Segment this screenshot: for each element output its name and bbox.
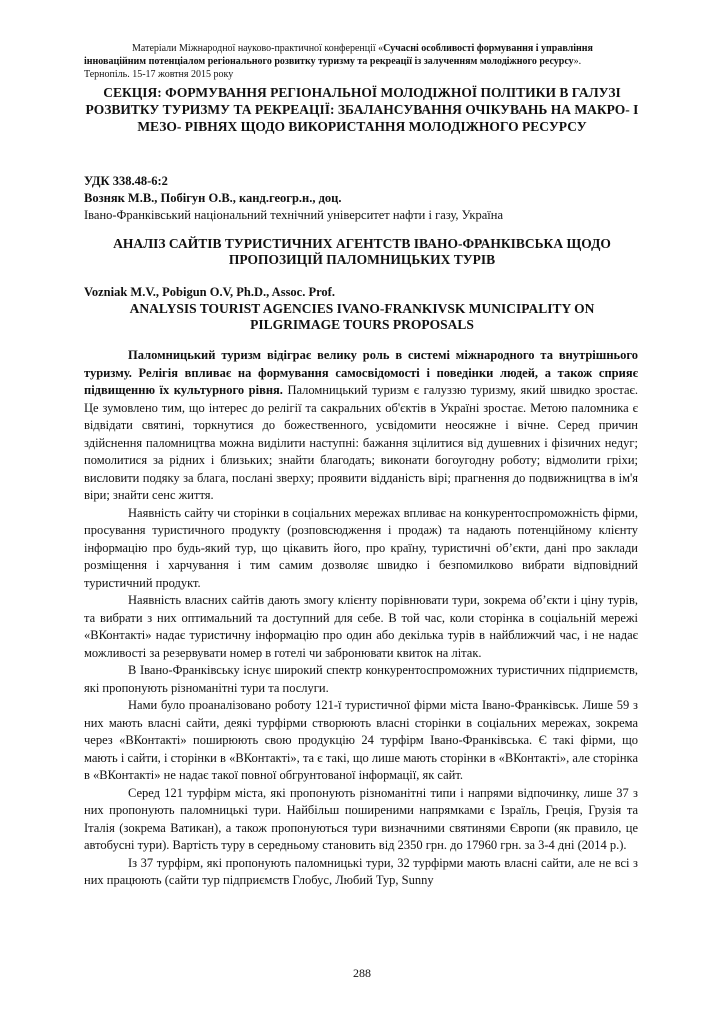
paragraph-2: Наявність сайту чи сторінки в соціальних мережах впливає на конкурентоспроможність фірми, просування туристичного продукту (розповсюдження і продаж) та надають потенційному клієнту інформацію про будь-який тур, що цікавить його, про країну, туристичні об’єкти, дані про заклади розміщення і харчування і тим самим дозволяє швидко і безпомилково вибрати відповідний туристичний продукт. [84, 505, 638, 590]
paragraph-1: Паломницький туризм відіграє велику роль в системі міжнародного та внутрішнього туризму. Релігія впливає на формування самосвідомості і поведінки людей, а також сприяє підвищенню їх культурного рівня. Паломницький туризм є галуззю туризму, який швидко зростає. Це зумовлено тим, що інтерес до релігії та сакральних об'єктів в Україні зростає. Метою паломника є відвідати святині, торкнутися до божественного, усвідомити неосяжне і вічне. Серед причин здійснення паломництва можна виділити наступні: бажання зцілитися від душевних і фізичних недуг; помолитися за рідних і близьких; знайти благодать; виконати богоугодну роботу; відмолити гріхи; висловити подяку за блага, послані зверху; проявити відданість вірі; прагнення до подвижництва в ім'я віри; знайти сенс життя. [84, 348, 638, 502]
authors: Возняк М.В., Побігун О.В., канд.геогр.н., доц. [84, 191, 342, 205]
conference-header [84, 42, 640, 81]
body-text [84, 347, 638, 890]
abstract-lead: Паломницький туризм відіграє велику роль в системі міжнародного та внутрішнього туризму. Релігія впливає на формування самосвідомості і поведінки людей, а також сприяє підвищенню їх культурного рівня. [84, 348, 638, 397]
paragraph-6: Серед 121 турфірм міста, які пропонують різноманітні типи і напрями відпочинку, лише 37 з них пропонують паломницькі тури. Найбільш поширеними напрямками є Ізраїль, Греція, Грузія та Італія (зокрема Ватикан), а також пропонуються тури визначними святинями Європи (як правило, це автобусні тури). Вартість туру в середньому становить від 2350 грн. до 17960 грн. за 3-4 дні (2014 р.). [84, 785, 638, 852]
conference-title-cont: інноваційним потенціалом регіонального розвитку туризму та рекреації із залученням молодіжного ресурсу [84, 56, 574, 67]
paragraph-5: Нами було проаналізовано роботу 121-ї туристичної фірми міста Івано-Франківськ. Лише 59 з них мають власні сайти, деякі турфірми створюють власні сторінки в соціальних мережах, зокрема через «ВКонтакті» поширюють свою продукцію 24 турфірм Івано-Франківська. Є такі фірми, що мають і сайти, і сторінки в «ВКонтакті», та є такі, що лише мають сторінки в «ВКонтакті», але сторінка в «ВКонтакті» не надає такої повної обгрунтованої інформації, як сайт. [84, 698, 638, 782]
udk-code: УДК 338.48-6:2 [84, 174, 168, 188]
affiliation: Івано-Франківський національний технічний університет нафти і газу, Україна [84, 208, 504, 222]
conference-title: Сучасні особливості формування і управління [383, 43, 593, 54]
header-line-2: інноваційним потенціалом регіонального розвитку туризму та рекреації із залученням молодіжного ресурсу». [84, 56, 582, 67]
authors-en: Vozniak M.V., Pobigun O.V, Ph.D., Assoc. Prof. [84, 285, 335, 299]
page-number: 288 [353, 966, 371, 980]
paragraph-7: Із 37 турфірм, які пропонують паломницькі тури, 32 турфірми мають власні сайти, але не всі з них працюють (сайти тур підприємств Глобус, Любий Тур, Sunny [84, 855, 638, 887]
paragraph-4: В Івано-Франківську існує широкий спектр конкурентоспроможних туристичних підприємств, які пропонують різноманітні тури та послуги. [84, 663, 638, 695]
section-title: СЕКЦІЯ: ФОРМУВАННЯ РЕГІОНАЛЬНОЇ МОЛОДІЖНОЇ ПОЛІТИКИ В ГАЛУЗІ РОЗВИТКУ ТУРИЗМУ ТА РЕКРЕАЦІЇ: ЗБАЛАНСУВАННЯ ОЧІКУВАНЬ НА МАКРО- І МЕЗО- РІВНЯХ ЩОДО ВИКОРИСТАННЯ МОЛОДІЖНОГО РЕСУРСУ [85, 85, 639, 134]
paper-title-ua: АНАЛІЗ САЙТІВ ТУРИСТИЧНИХ АГЕНТСТВ ІВАНО-ФРАНКІВСЬКА ЩОДО ПРОПОЗИЦІЙ ПАЛОМНИЦЬКИХ ТУРІВ [113, 236, 611, 267]
paper-title-en: ANALYSIS TOURIST AGENCIES IVANO-FRANKIVSK MUNICIPALITY ON PILGRIMAGE TOURS PROPOSALS [129, 301, 595, 332]
header-line-3: Тернопіль. 15-17 жовтня 2015 року [84, 69, 234, 80]
paragraph-3: Наявність власних сайтів дають змогу клієнту порівнювати тури, зокрема об’єкти і ціну турів, та вибрати з них оптимальний та доступний для себе. В той час, коли сторінка в соціальній мережі «ВКонтакті» надає туристичну інформацію про один або декілька турів в найближчий час, і не надає можливості за резервувати номер в готелі чи забронювати квиток на літак. [84, 593, 638, 660]
header-line-1: Матеріали Міжнародної науково-практичної конференції «Сучасні особливості формування і управління [132, 43, 593, 54]
